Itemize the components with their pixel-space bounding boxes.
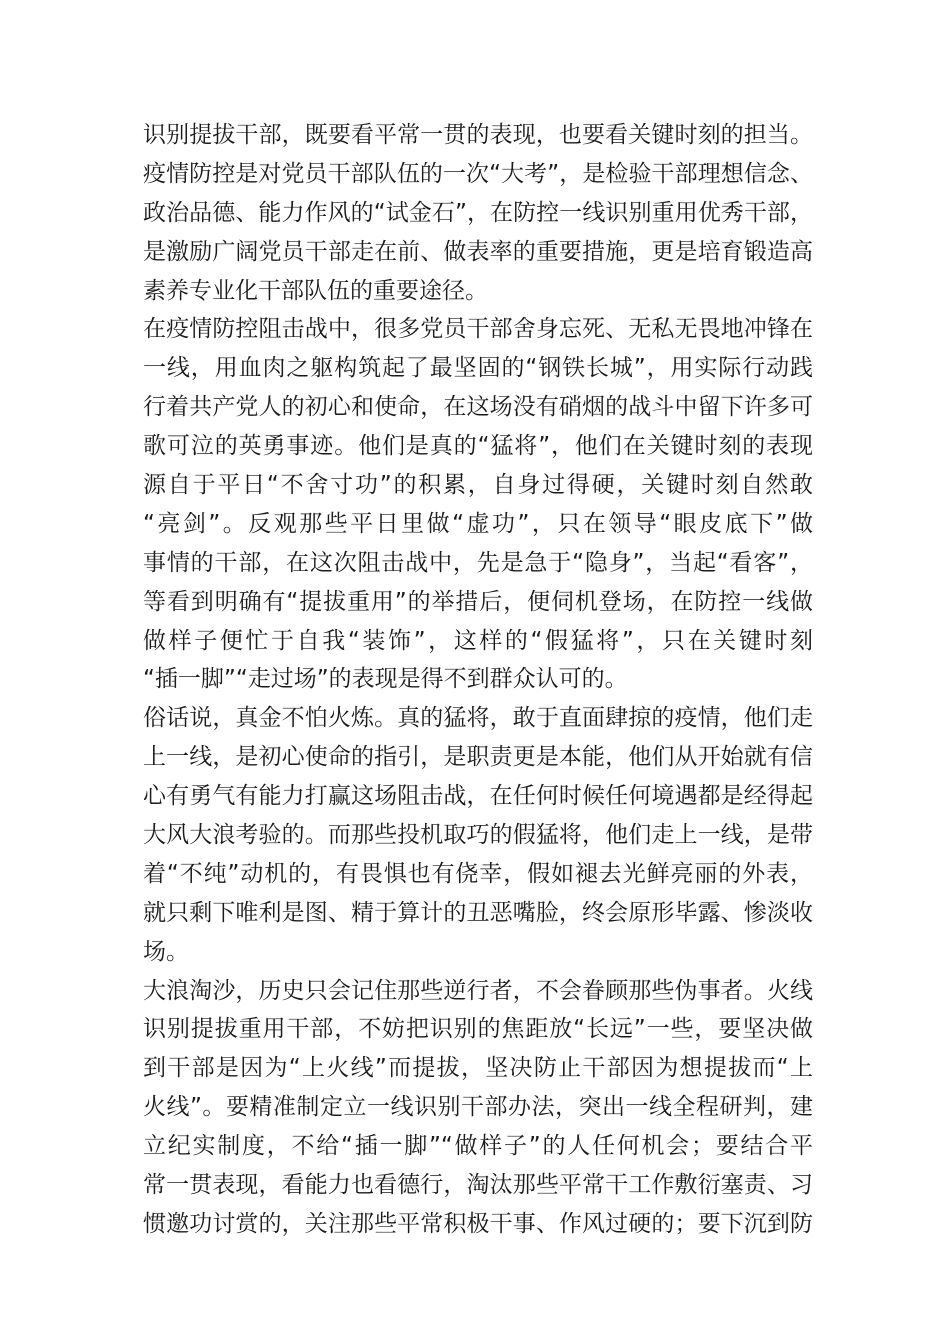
text-line: 立纪实制度，不给“插一脚”“做样子”的人任何机会；要结合平 <box>143 1133 813 1160</box>
text-line: 做样子便忙于自我“装饰”，这样的“假猛将”，只在关键时刻 <box>143 627 813 654</box>
text-line: 政治品德、能力作风的“试金石”，在防控一线识别重用优秀干部， <box>143 199 813 226</box>
text-line: 心有勇气有能力打赢这场阻击战，在任何时候任何境遇都是经得起 <box>143 783 813 810</box>
text-line: 着“不纯”动机的，有畏惧也有侥幸，假如褪去光鲜亮丽的外表， <box>143 860 813 887</box>
text-line: 大风大浪考验的。而那些投机取巧的假猛将，他们走上一线，是带 <box>143 822 813 849</box>
text-line: “插一脚”“走过场”的表现是得不到群众认可的。 <box>143 666 628 693</box>
text-line: 等看到明确有“提拔重用”的举措后，便伺机登场，在防控一线做 <box>143 588 813 615</box>
text-line: 在疫情防控阻击战中，很多党员干部舍身忘死、无私无畏地冲锋在 <box>143 316 813 343</box>
text-line: 源自于平日“不舍寸功”的积累，自身过得硬，关键时刻自然敢 <box>143 472 813 499</box>
text-line: 大浪淘沙，历史只会记住那些逆行者，不会眷顾那些伪事者。火线 <box>143 977 813 1004</box>
text-line: 场。 <box>143 938 189 965</box>
text-line: 常一贯表现，看能力也看德行，淘汰那些平常干工作敷衍塞责、习 <box>143 1172 813 1199</box>
text-line: 是激励广阔党员干部走在前、做表率的重要措施，更是培育锻造高 <box>143 238 813 265</box>
paragraph <box>143 699 813 971</box>
paragraph <box>143 972 813 1244</box>
document-body <box>143 116 813 1244</box>
text-line: 一线，用血肉之躯构筑起了最坚固的“钢铁长城”，用实际行动践 <box>143 355 813 382</box>
text-line: 行着共产党人的初心和使命，在这场没有硝烟的战斗中留下许多可 <box>143 394 813 421</box>
text-line: 识别提拔干部，既要看平常一贯的表现，也要看关键时刻的担当。 <box>143 122 813 148</box>
text-line: “亮剑”。反观那些平日里做“虚功”，只在领导“眼皮底下”做 <box>143 510 813 537</box>
text-line: 歌可泣的英勇事迹。他们是真的“猛将”，他们在关键时刻的表现 <box>143 433 813 460</box>
paragraph <box>143 116 813 155</box>
text-line: 素养专业化干部队伍的重要途径。 <box>143 277 488 304</box>
text-line: 上一线，是初心使命的指引，是职责更是本能，他们从开始就有信 <box>143 744 813 771</box>
text-line: 就只剩下唯利是图、精于算计的丑恶嘴脸，终会原形毕露、惨淡收 <box>143 899 813 926</box>
text-line: 到干部是因为“上火线”而提拔，坚决防止干部因为想提拔而“上 <box>143 1055 813 1082</box>
text-line: 事情的干部，在这次阻击战中，先是急于“隐身”，当起“看客”， <box>143 549 813 576</box>
text-line: 惯邀功讨赏的，关注那些平常积极干事、作风过硬的；要下沉到防 <box>143 1210 813 1237</box>
paragraph <box>143 155 813 311</box>
text-line: 俗话说，真金不怕火炼。真的猛将，敢于直面肆掠的疫情，他们走 <box>143 705 813 732</box>
text-line: 疫情防控是对党员干部队伍的一次“大考”，是检验干部理想信念、 <box>143 160 813 187</box>
text-line: 识别提拔重用干部，不妨把识别的焦距放“长远”一些，要坚决做 <box>143 1016 813 1043</box>
text-line: 火线”。要精准制定立一线识别干部办法，突出一线全程研判，建 <box>143 1094 813 1121</box>
paragraph <box>143 310 813 699</box>
